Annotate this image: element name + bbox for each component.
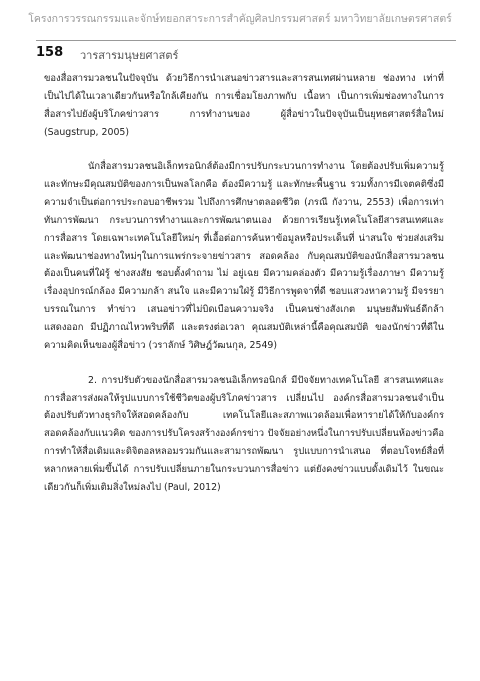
paragraph-gap xyxy=(44,355,444,372)
journal-name: วารสารมนุษยศาสตร์ xyxy=(80,49,179,62)
paragraph-gap xyxy=(44,141,444,158)
running-header: โครงการวรรณกรรมและจักษ์ทยอกสาระการสำคัญศิลปกรรมศาสตร์ มหาวิทยาลัยเกษตรศาสตร์ xyxy=(28,13,452,25)
paragraph-3: 2. การปรับตัวของนักสื่อสารมวลชนอิเล็กทรอนิกส์ มีปัจจัยทางเทคโนโลยี สารสนเทศและการสื่อสารส่งผลให้รูปแบบการใช้ชีวิตของผู้บริโภคข่าวสาร เปลี่ยนไป องค์กรสื่อสารมวลชนจำเป็นต้องปรับตัวทางธุรกิจให้สอดคล้องกับ เทคโนโลยีและสภาพแวดล้อมเพื่อหารายได้ให้กับองค์กร สอดคล้องกับแนวคิด ของการปรับโครงสร้างองค์กรข่าว ปัจจัยอย่างหนึ่งในการปรับเปลี่ยนห้องข่าวคือ การทำให้สื่อเดิมและดิจิตอลหลอมรวมกันและสามารถพัฒนา รูปแบบการนำเสนอ ที่ตอบโจทย์สื่อที่หลากหลายเพิ่มขึ้นได้ การปรับเปลี่ยนภายในกระบวนการสื่อข่าว แต่ยังคงข่าวแบบดั้งเดิมไว้ ในขณะเดียวกันก็เพิ่มเติมสิ่งใหม่ลงไป (Paul, 2012) xyxy=(44,374,444,493)
body-text xyxy=(44,70,444,497)
page-number: 158 xyxy=(36,45,64,60)
paragraph-1: ของสื่อสารมวลชนในปัจจุบัน ด้วยวิธีการนำเสนอข่าวสารและสารสนเทศผ่านหลาย ช่องทาง เท่าที่เป็นไปได้ในเวลาเดียวกันหรือใกล้เคียงกัน การเชื่อมโยงภาพกับ เนื้อหา เป็นการเพิ่มช่องทางในการสื่อสารไปยังผู้บริโภคข่าวสาร การทำงานของ ผู้สื่อข่าวในปัจจุบันเป็นยุทธศาสตร์สื่อใหม่ (Saugstrup, 2005) xyxy=(44,73,444,138)
paragraph-2: นักสื่อสารมวลชนอิเล็กทรอนิกส์ต้องมีการปรับกระบวนการทำงาน โดยต้องปรับเพิ่มความรู้และทักษะมีคุณสมบัติของการเป็นพลโลกคือ ต้องมีความรู้ และทักษะพื้นฐาน รวมทั้งการมีเจตคติซึ่งมีความจำเป็นต่อการประกอบอาชีพรวม ไปถึงการศึกษาตลอดชีวิต (ภรณี กังวาน, 2553) เพื่อการเท่าทันการพัฒนา กระบวนการทำงานและการพัฒนาตนเอง ด้วยการเรียนรู้เทคโนโลยีสารสนเทศและ การสื่อสาร โดยเฉพาะเทคโนโลยีใหม่ๆ ที่เอื้อต่อการค้นหาข้อมูลหรือประเด็นที่ น่าสนใจ ช่วยส่งเสริมและพัฒนาช่องทางใหม่ๆในการแพร่กระจายข่าวสาร สอดคล้อง กับคุณสมบัติของนักสื่อสารมวลชน ต้องเป็นคนที่ใฝ่รู้ ช่างสงสัย ชอบตั้งคำถาม ไม่ อยู่เฉย มีความคล่องตัว มีความรู้เรื่องภาษา มีความรู้เรื่องอุปกรณ์กล้อง มีความกล้า สนใจ และมีความใฝ่รู้ มีวิธีการพูดจาที่ดี ชอบแสวงหาความรู้ มีจรรยาบรรณในการ ทำข่าว เสนอข่าวที่ไม่บิดเบือนความจริง เป็นคนช่างสังเกต มนุษยสัมพันธ์ดีกล้า แสดงออก มีปฏิภาณไหวพริบที่ดี และตรงต่อเวลา คุณสมบัติเหล่านี้คือคุณสมบัติ ของนักข่าวที่ดีในความคิดเห็นของผู้สื่อข่าว (วราลักษ์ วิศิษฎ์วัฒนกุล, 2549) xyxy=(44,161,444,351)
header-rule xyxy=(36,40,456,41)
